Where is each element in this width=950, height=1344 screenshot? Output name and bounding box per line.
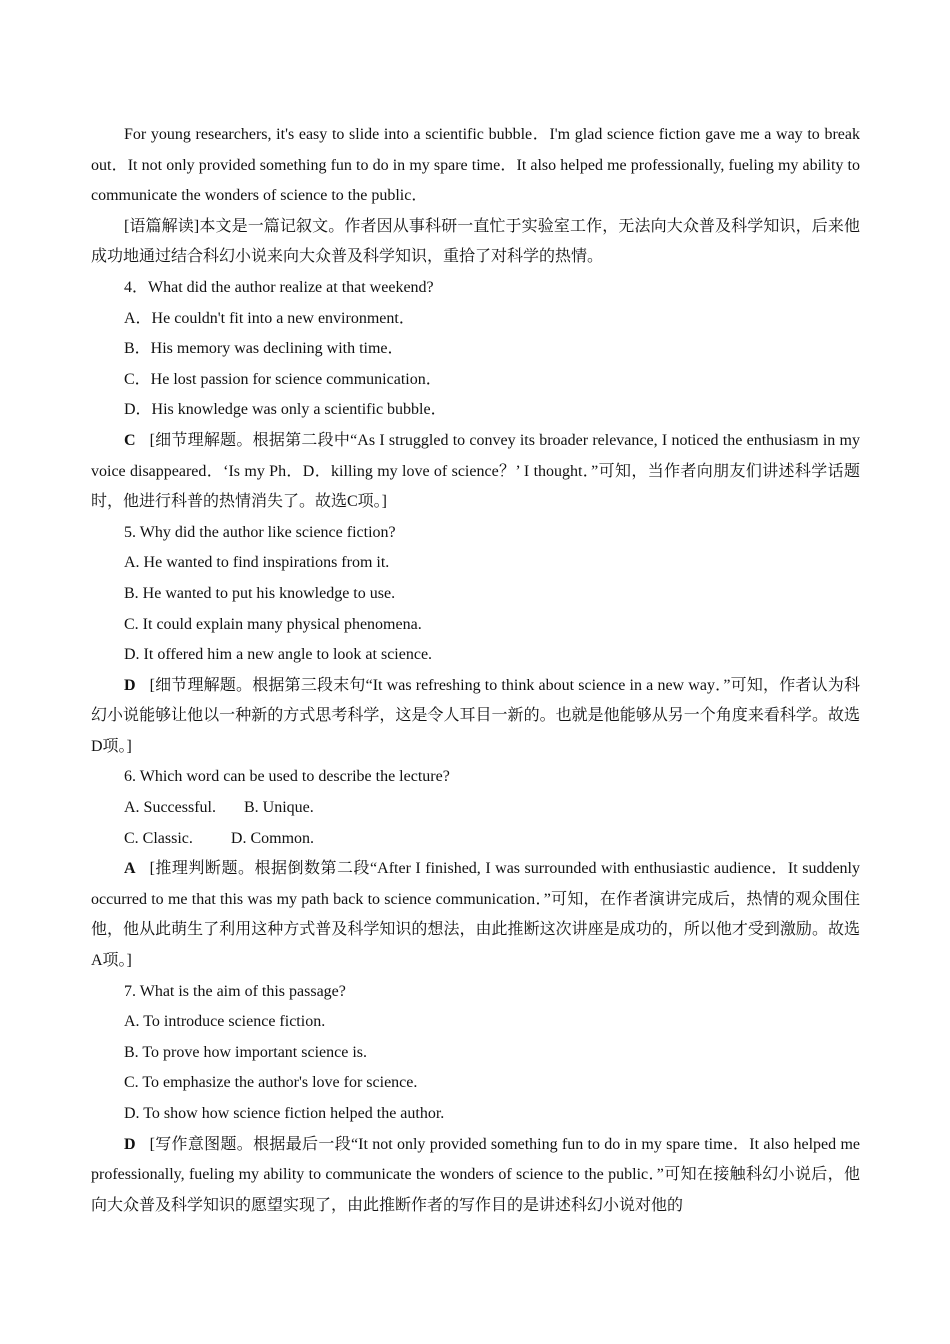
answer-explanation: [91, 854, 860, 976]
question-option: A. He wanted to find inspirations from it.: [124, 554, 390, 572]
question-option: B. To prove how important science is.: [124, 1043, 367, 1061]
question-option: C. It could explain many physical phenomena.: [124, 615, 422, 633]
question-option: D. Common.: [230, 829, 315, 847]
answer-letter: D: [124, 676, 136, 694]
passage-last-paragraph: For young researchers, it's easy to slide into a scientific bubble．I'm glad science fiction gave me a way to break out．It not only provided something fun to do in my spare time．It also helped me professionally, fueling my ability to communicate the wonders of science to the public．: [91, 126, 860, 205]
question-option: B. He wanted to put his knowledge to use.: [124, 584, 396, 602]
question-option: B．His memory was declining with time．: [124, 340, 404, 358]
question-option: A. Successful.: [124, 799, 216, 817]
answer-explanation: [91, 1130, 860, 1222]
question-stem: 4．What did the author realize at that weekend?: [124, 278, 434, 296]
question-options-row: [91, 824, 860, 855]
question-stem: 6. Which word can be used to describe the lecture?: [124, 768, 450, 786]
explanation-text: [细节理解题。根据第三段末句“It was refreshing to think about science in a new way．”可知，作者认为科幻小说能够让他以一种新的方式思考科学，这是令人耳目一新的。也就是他能够从另一个角度来看科学。故选D项。]: [91, 676, 860, 755]
question-option: A. To introduce science fiction.: [124, 1013, 326, 1031]
question-stem: 5. Why did the author like science fiction?: [124, 523, 396, 541]
explanation-text: [写作意图题。根据最后一段“It not only provided something fun to do in my spare time．It also helped me professionally, fueling my ability to communicate the wonders of science to the public．”可知在接触科幻小说后，他向大众普及科学知识的愿望实现了，由此推断作者的写作目的是讲述科幻小说对他的: [91, 1135, 860, 1214]
reading-note-tag: [语篇解读]: [124, 217, 200, 235]
question-option: D. It offered him a new angle to look at science.: [124, 646, 433, 664]
question-option: B. Unique.: [243, 799, 314, 817]
explanation-text: [推理判断题。根据倒数第二段“After I finished, I was surrounded with enthusiastic audience．It suddenly occurred to me that this was my path back to science communication．”可知，在作者演讲完成后，热情的观众围住他，他从此萌生了利用这种方式普及科学知识的想法，由此推断这次讲座是成功的，所以他才受到激励。故选A项。]: [91, 860, 860, 970]
question-option: A．He couldn't fit into a new environment．: [124, 309, 415, 327]
question-stem: 7. What is the aim of this passage?: [124, 982, 346, 1000]
reading-note: [91, 212, 860, 273]
question-option: D．His knowledge was only a scientific bubble．: [124, 401, 447, 419]
explanation-text: [细节理解题。根据第二段中“As I struggled to convey its broader relevance, I noticed the enthusiasm in my voice disappeared．‘Is my Ph．D．killing my love of science？’ I thought．”可知，当作者向朋友们讲述科学话题时，他进行科普的热情消失了。故选C项。]: [91, 431, 860, 511]
answer-letter: A: [124, 860, 136, 878]
reading-note-text: 本文是一篇记叙文。作者因从事科研一直忙于实验室工作，无法向大众普及科学知识，后来他成功地通过结合科幻小说来向大众普及科学知识，重拾了对科学的热情。: [91, 217, 860, 266]
answer-letter: D: [124, 1135, 136, 1153]
answer-explanation: [91, 426, 860, 518]
question-option: C. To emphasize the author's love for science.: [124, 1074, 418, 1092]
question-option: C．He lost passion for science communication．: [124, 370, 442, 388]
answer-letter: C: [124, 431, 136, 449]
question-option: C. Classic.: [124, 829, 193, 847]
answer-explanation: [91, 671, 860, 763]
question-option: D. To show how science fiction helped the author.: [124, 1105, 445, 1122]
question-options-row: [91, 793, 860, 824]
document-page: [91, 120, 860, 1221]
